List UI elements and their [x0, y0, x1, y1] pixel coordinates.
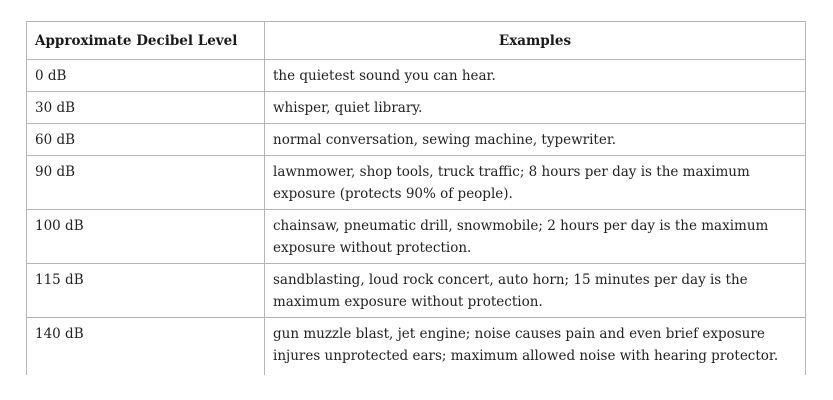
column-header-decibel-level: Approximate Decibel Level	[27, 22, 265, 60]
examples-cell: chainsaw, pneumatic drill, snowmobile; 2 hours per day is the maximum exposure without protection.	[265, 210, 806, 264]
table-row	[27, 318, 806, 376]
table-row	[27, 156, 806, 210]
examples-cell: normal conversation, sewing machine, typewriter.	[265, 124, 806, 156]
decibel-level-cell: 115 dB	[27, 264, 265, 318]
table-row	[27, 60, 806, 92]
decibel-table	[26, 21, 806, 375]
table-row	[27, 264, 806, 318]
table-row	[27, 210, 806, 264]
decibel-level-cell: 90 dB	[27, 156, 265, 210]
table-row	[27, 92, 806, 124]
table-header-row	[27, 22, 806, 60]
decibel-level-cell: 140 dB	[27, 318, 265, 376]
decibel-level-cell: 0 dB	[27, 60, 265, 92]
decibel-level-cell: 30 dB	[27, 92, 265, 124]
examples-cell: the quietest sound you can hear.	[265, 60, 806, 92]
examples-cell: lawnmower, shop tools, truck traffic; 8 hours per day is the maximum exposure (protects 90% of people).	[265, 156, 806, 210]
examples-cell: sandblasting, loud rock concert, auto horn; 15 minutes per day is the maximum exposure without protection.	[265, 264, 806, 318]
examples-cell: gun muzzle blast, jet engine; noise causes pain and even brief exposure injures unprotected ears; maximum allowed noise with hearing protector.	[265, 318, 806, 376]
table-row	[27, 124, 806, 156]
examples-cell: whisper, quiet library.	[265, 92, 806, 124]
decibel-table-container	[26, 21, 805, 375]
decibel-level-cell: 60 dB	[27, 124, 265, 156]
decibel-level-cell: 100 dB	[27, 210, 265, 264]
column-header-examples: Examples	[265, 22, 806, 60]
